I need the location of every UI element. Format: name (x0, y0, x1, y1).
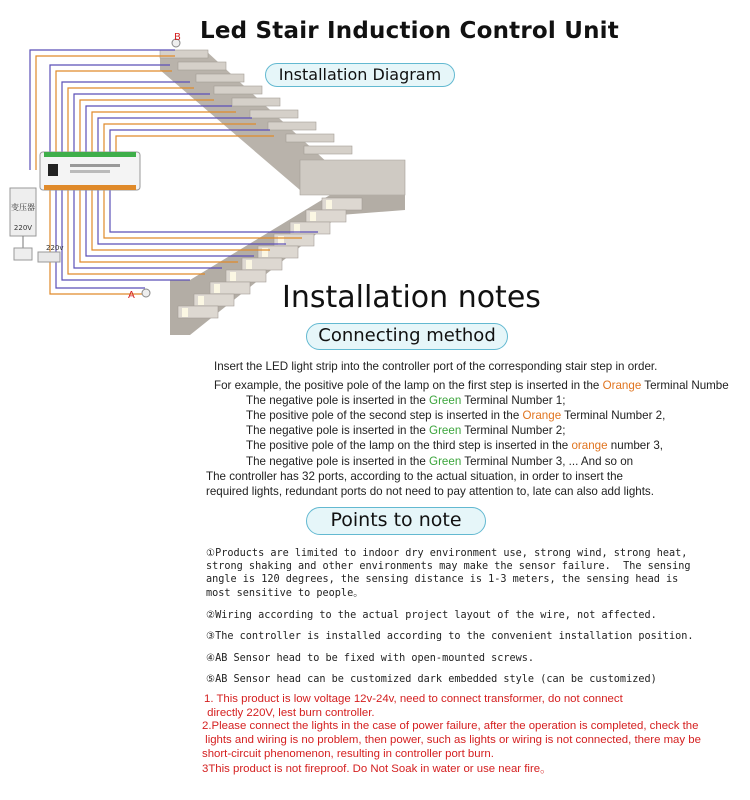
sensor-a-icon (142, 289, 150, 297)
sensor-b-marker: B (174, 32, 181, 43)
sensor-a-marker: A (128, 290, 135, 301)
connecting-method-label: Connecting method (306, 323, 508, 350)
points-to-note-label: Points to note (306, 507, 486, 535)
note-item-5: ⑤AB Sensor head can be customized dark embedded style (can be customized) (206, 674, 657, 685)
warning-2: 2.Please connect the lights in the case of power failure, after the operation is completed, check the lights and wiring is no problem, then power, such as lights or wiring is not connected, there may be short-circuit phenomenon, resulting in controller port burn. (202, 720, 701, 760)
transformer-label: 变压器 (11, 203, 35, 212)
upper-stair-flight (160, 50, 405, 195)
connecting-closing-2: required lights, redundant ports do not need to pay attention to, late can also add lights. (206, 485, 654, 498)
connecting-line-5: The positive pole of the lamp on the third step is inserted in the orange number 3, (246, 439, 663, 452)
note-item-3: ③The controller is installed according to the convenient installation position. (206, 631, 694, 642)
connecting-line-1: For example, the positive pole of the lamp on the first step is inserted in the Orange Terminal Numbe (214, 379, 729, 392)
connecting-line-3: The positive pole of the second step is inserted in the Orange Terminal Number 2, (246, 409, 666, 422)
voltage-label: 220V (13, 224, 33, 232)
plug-label: 220v (46, 244, 64, 252)
connecting-line-4: The negative pole is inserted in the Green Terminal Number 2; (246, 424, 566, 437)
connecting-closing-1: The controller has 32 ports, according to the actual situation, in order to insert the (206, 470, 623, 483)
page-title: Led Stair Induction Control Unit (200, 18, 619, 44)
installation-notes-heading: Installation notes (282, 280, 541, 315)
controller-box (40, 152, 140, 190)
note-item-1: ①Products are limited to indoor dry environment use, strong wind, strong heat, strong shaking and other environments may make the sensor failure. The sensing angle is 120 degrees, the sensing distance is 1-3 meters, the sensing head is most sensitive to people。 (206, 548, 691, 599)
installation-diagram-label: Installation Diagram (265, 63, 455, 87)
connecting-line-2: The negative pole is inserted in the Green Terminal Number 1; (246, 394, 566, 407)
connecting-intro: Insert the LED light strip into the controller port of the corresponding stair step in order. (214, 360, 658, 373)
warning-1: 1. This product is low voltage 12v-24v, need to connect transformer, do not connect directly 220V, lest burn controller. (204, 693, 623, 719)
note-item-4: ④AB Sensor head to be fixed with open-mounted screws. (206, 653, 535, 664)
connecting-line-6: The negative pole is inserted in the Green Terminal Number 3, ... And so on (246, 455, 634, 468)
warning-3: 3This product is not fireproof. Do Not Soak in water or use near fire。 (202, 763, 552, 775)
note-item-2: ②Wiring according to the actual project layout of the wire, not affected. (206, 610, 657, 621)
